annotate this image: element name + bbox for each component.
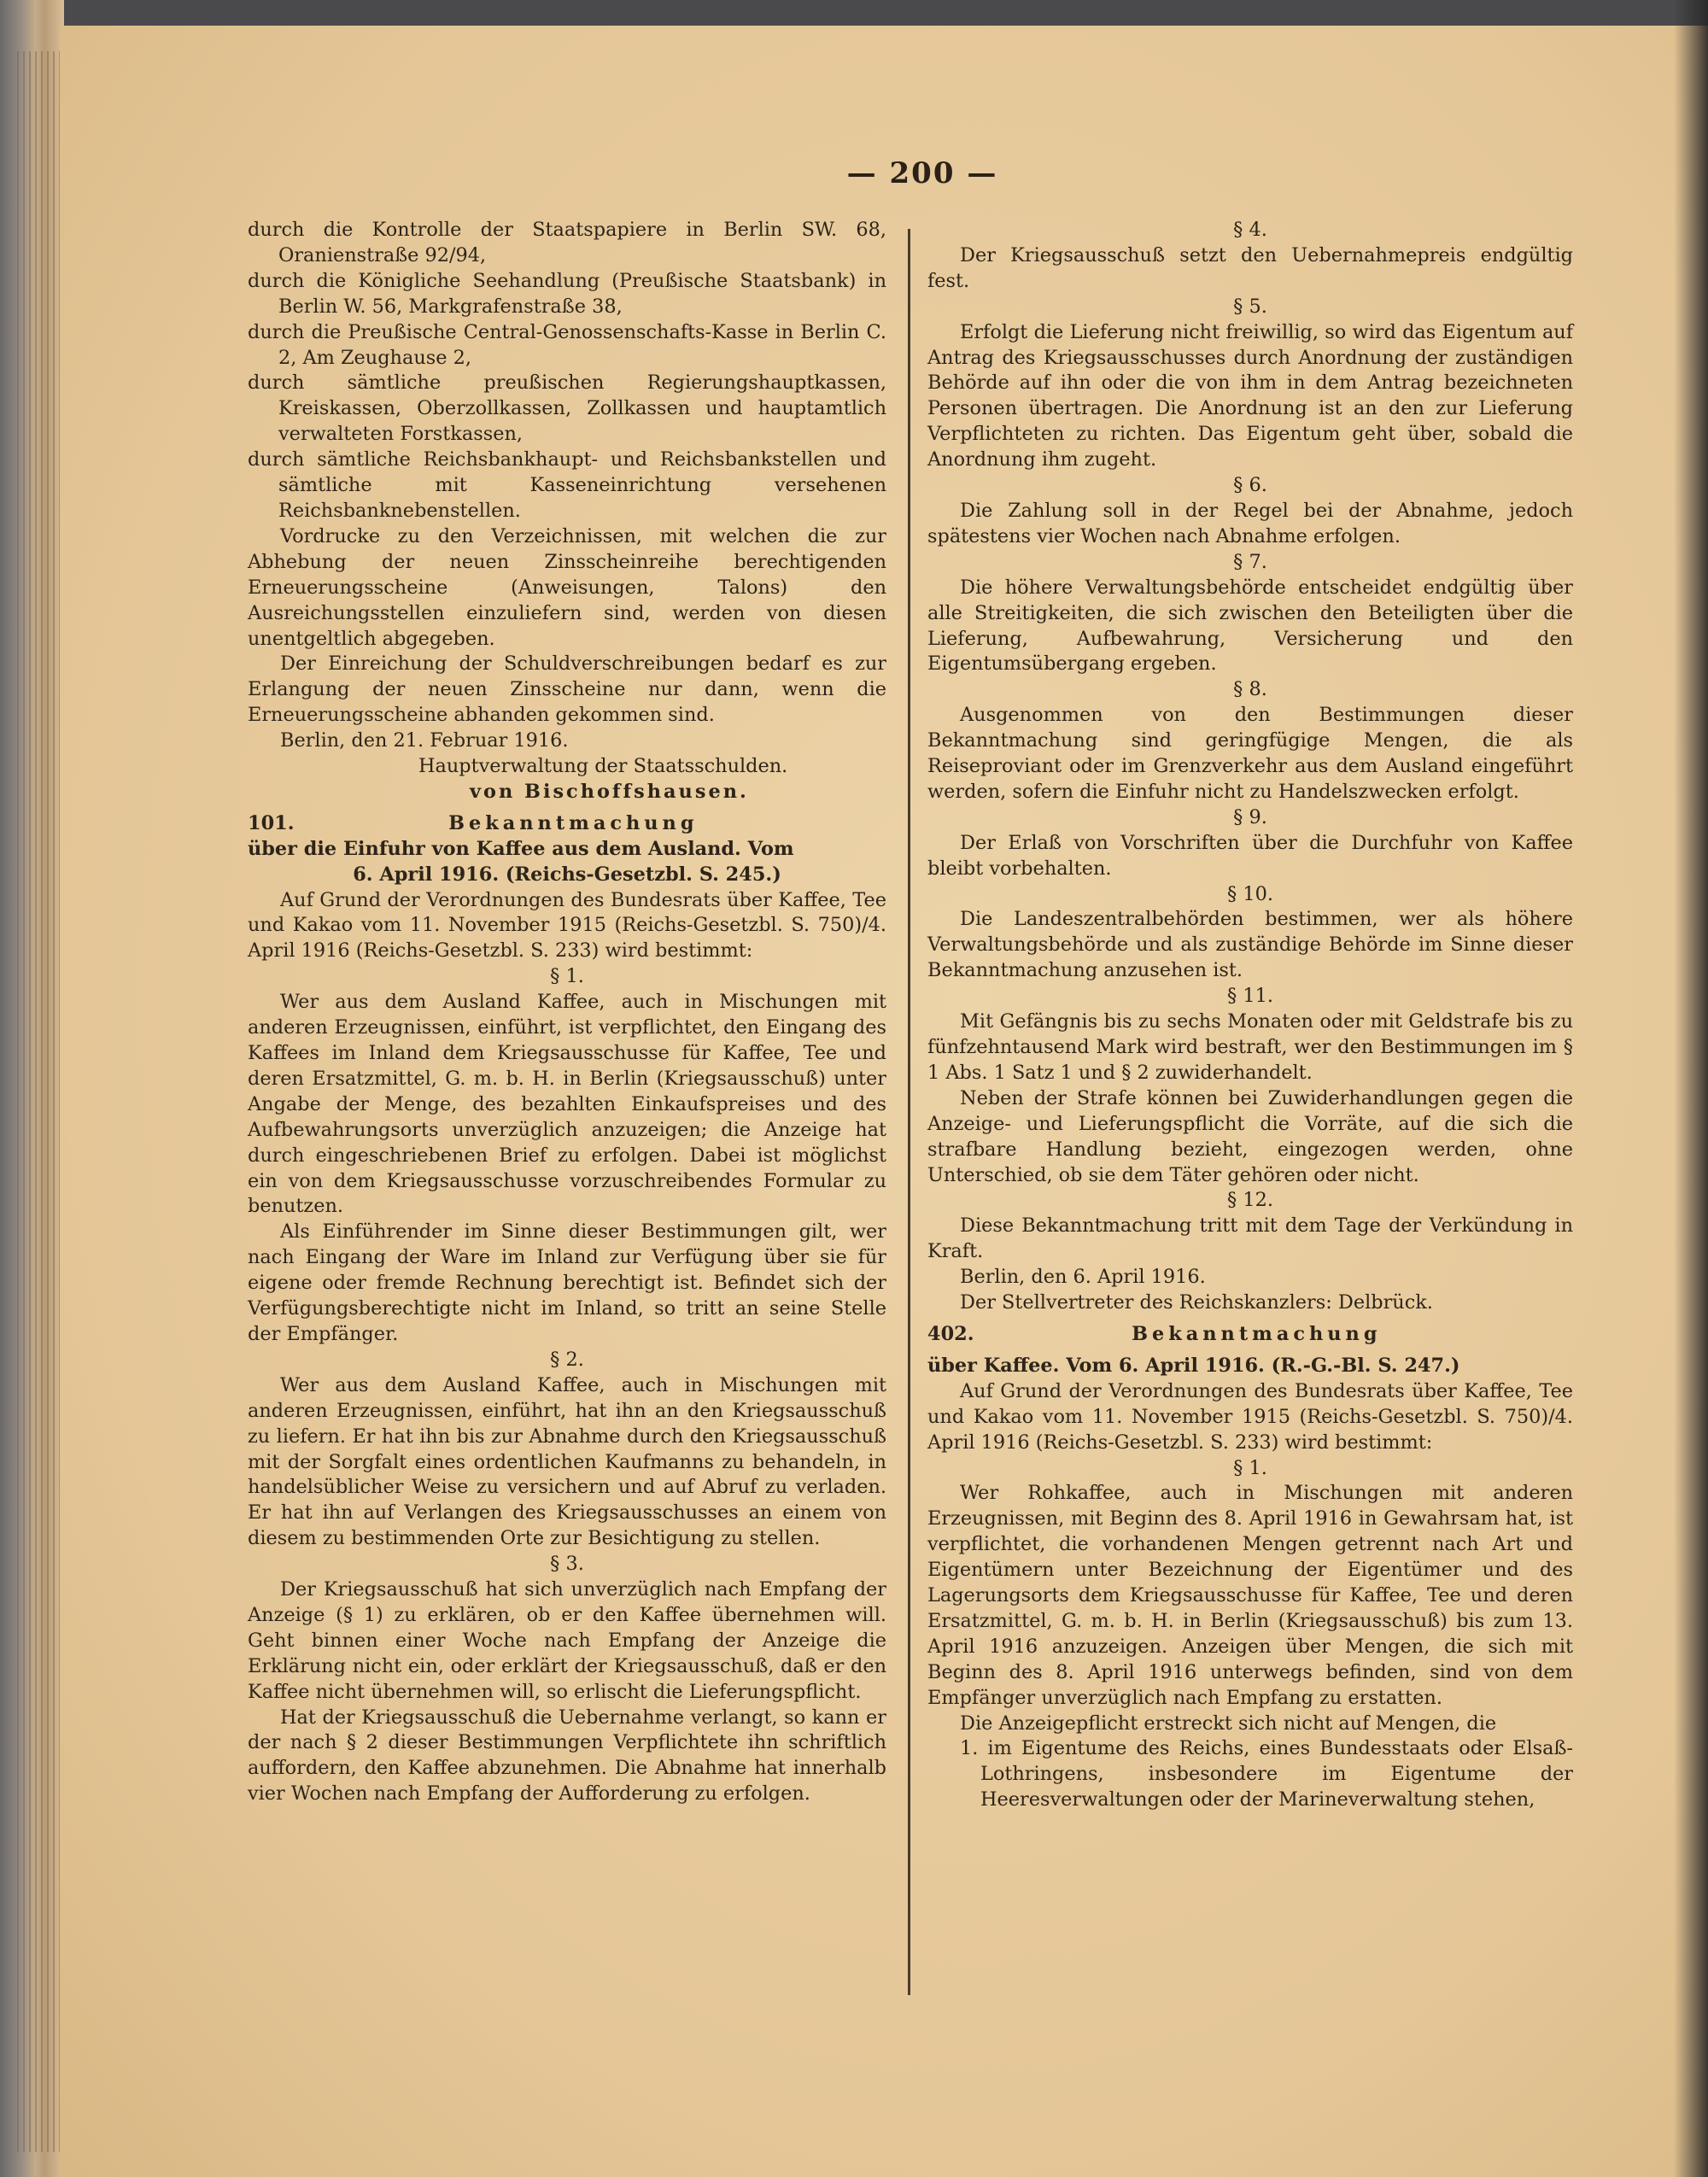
signature-authority: Hauptverwaltung der Staatsschulden. [418, 755, 788, 778]
office-list-item: durch sämtliche preußischen Regierungshauptkassen, Kreiskassen, Oberzollkassen, Zollkassen und hauptamtlich verwalteten Forstkassen, [248, 372, 886, 446]
notice-subtitle: über die Einfuhr von Kaffee aus dem Ausland. Vom [248, 837, 794, 860]
right-column [927, 218, 1573, 1813]
office-list-item: durch die Königliche Seehandlung (Preußische Staatsbank) in Berlin W. 56, Markgrafenstraße 38, [248, 269, 886, 318]
section-heading: § 9. [1233, 805, 1267, 828]
section-heading: § 1. [1233, 1456, 1267, 1479]
paragraph-section-10: Die Landeszentralbehörden bestimmen, wer als höhere Verwaltungsbehörde und als zuständige Behörde im Sinne dieser Bekanntmachung anzusehen ist. [927, 908, 1573, 982]
paragraph-intro: Auf Grund der Verordnungen des Bundesrats über Kaffee, Tee und Kakao vom 11. November 1915 (Reichs-Gesetzbl. S. 750)/4. April 1916 (Reichs-Gesetzbl. S. 233) wird bestimmt: [927, 1379, 1573, 1454]
notice-number: 101. [248, 811, 295, 834]
notice-402-heading [927, 1322, 1573, 1348]
section-heading: § 7. [1233, 550, 1267, 573]
book-page-edges [0, 0, 64, 2177]
signature-name: von Bischoffshausen. [470, 780, 749, 803]
section-heading: § 6. [1233, 474, 1267, 497]
notice-title: Bekanntmachung [1132, 1322, 1382, 1345]
section-heading: § 12. [1227, 1189, 1273, 1212]
paragraph-einreichung: Der Einreichung der Schuldverschreibungen bedarf es zur Erlangung der neuen Zinsscheine nur dann, wenn die Erneuerungsscheine abhanden gekommen sind. [248, 653, 886, 727]
section-heading: § 8. [1233, 678, 1267, 701]
paragraph-section-1b: Die Anzeigepflicht erstreckt sich nicht auf Mengen, die [960, 1712, 1497, 1735]
paragraph-intro: Auf Grund der Verordnungen des Bundesrats über Kaffee, Tee und Kakao vom 11. November 1915 (Reichs-Gesetzbl. S. 750)/4. April 1916 (Reichs-Gesetzbl. S. 233) wird bestimmt: [248, 888, 886, 963]
section-heading: § 1. [550, 965, 584, 988]
paragraph-section-11b: Neben der Strafe können bei Zuwiderhandlungen gegen die Anzeige- und Lieferungspflicht die Vorräte, auf die sich die strafbare Handlung bezieht, eingezogen werden, ohne Unterschied, ob sie dem Täter gehören oder nicht. [927, 1086, 1573, 1186]
paragraph-section-1a: Wer aus dem Ausland Kaffee, auch in Mischungen mit anderen Erzeugnissen, einführt, ist verpflichtet, den Eingang des Kaffees im Inland dem Kriegsausschusse für Kaffee, Tee und deren Ersatzmittel, G. m. b. H. in Berlin (Kriegsausschuß) unter Angabe der Menge, des bezahlten Einkaufspreises und des Aufbewahrungsorts unverzüglich anzuzeigen; die Anzeige hat durch eingeschriebenen Brief zu erfolgen. Dabei ist möglichst ein von dem Kriegsausschusse vorzuschreibendes Formular zu benutzen. [248, 991, 886, 1218]
date-line: Berlin, den 6. April 1916. [960, 1266, 1206, 1289]
signature-line: Der Stellvertreter des Reichskanzlers: Delbrück. [960, 1291, 1433, 1314]
paragraph-section-8: Ausgenommen von den Bestimmungen dieser Bekanntmachung sind geringfügige Mengen, die als Reiseproviant oder im Grenzverkehr aus dem Ausland eingeführt werden, sofern die Einfuhr nicht zu Handelszwecken erfolgt. [927, 704, 1573, 803]
section-heading: § 10. [1227, 882, 1273, 905]
paragraph-section-12: Diese Bekanntmachung tritt mit dem Tage der Verkündung in Kraft. [927, 1214, 1573, 1263]
paragraph-section-5: Erfolgt die Lieferung nicht freiwillig, so wird das Eigentum auf Antrag des Kriegsausschusses durch Anordnung der zuständigen Behörde auf ihn oder die von ihm in dem Antrag bezeichneten Personen übertragen. Die Anordnung ist an den zur Lieferung Verpflichteten zu richten. Das Eigentum geht über, sobald die Anordnung ihm zugeht. [927, 320, 1573, 471]
paragraph-section-3b: Hat der Kriegsausschuß die Uebernahme verlangt, so kann er der nach § 2 dieser Bestimmungen Verpflichtete ihn schriftlich auffordern, den Kaffee abzunehmen. Die Abnahme hat innerhalb vier Wochen nach Empfang der Aufforderung zu erfolgen. [248, 1706, 886, 1805]
section-heading: § 3. [550, 1553, 584, 1576]
notice-number: 402. [927, 1322, 974, 1345]
notice-title: Bekanntmachung [448, 811, 699, 834]
paragraph-section-4: Der Kriegsausschuß setzt den Uebernahmepreis endgültig fest. [927, 243, 1573, 292]
notice-101-heading [248, 811, 886, 837]
paragraph-vordrucke: Vordrucke zu den Verzeichnissen, mit welchen die zur Abhebung der neuen Zinsscheinreihe berechtigenden Erneuerungsscheine (Anweisungen, Talons) den Ausreichungsstellen einzuliefern sind, werden von diesen unentgeltlich abgegeben. [248, 524, 886, 650]
paragraph-section-7: Die höhere Verwaltungsbehörde entscheidet endgültig über alle Streitigkeiten, die sich zwischen den Beteiligten über die Lieferung, Aufbewahrung, Versicherung und den Eigentumsübergang ergeben. [927, 576, 1573, 676]
paragraph-section-11a: Mit Gefängnis bis zu sechs Monaten oder mit Geldstrafe bis zu fünfzehntausend Mark wird bestraft, wer den Bestimmungen im § 1 Abs. 1 Satz 1 und § 2 zuwiderhandelt. [927, 1010, 1573, 1084]
date-line: Berlin, den 21. Februar 1916. [280, 729, 569, 752]
section-heading: § 5. [1233, 295, 1267, 318]
paragraph-section-2: Wer aus dem Ausland Kaffee, auch in Mischungen mit anderen Erzeugnissen, einführt, hat ihn an den Kriegsausschuß zu liefern. Er hat ihn bis zur Abnahme durch den Kriegsausschuß mit der Sorgfalt eines ordentlichen Kaufmanns zu behandeln, in handelsüblicher Weise zu versichern und auf Abruf zu verladen. Er hat ihn auf Verlangen des Kriegsausschusses an einem von diesem zu bestimmenden Orte zur Besichtigung zu stellen. [248, 1373, 886, 1550]
section-heading: § 4. [1233, 219, 1267, 241]
office-list-item: durch die Kontrolle der Staatspapiere in Berlin SW. 68, Oranienstraße 92/94, [248, 219, 886, 266]
page-number: — 200 — [846, 156, 998, 190]
notice-subtitle-cont: 6. April 1916. (Reichs-Gesetzbl. S. 245.) [353, 863, 781, 886]
paragraph-section-6: Die Zahlung soll in der Regel bei der Abnahme, jedoch spätestens vier Wochen nach Abnahme erfolgen. [927, 499, 1573, 547]
right-edge-shadow [1674, 0, 1708, 2177]
section-heading: § 2. [550, 1348, 584, 1371]
paragraph-section-9: Der Erlaß von Vorschriften über die Durchfuhr von Kaffee bleibt vorbehalten. [927, 831, 1573, 880]
column-divider [908, 229, 910, 1995]
paragraph-section-3a: Der Kriegsausschuß hat sich unverzüglich nach Empfang der Anzeige (§ 1) zu erklären, ob er den Kaffee übernehmen will. Geht binnen einer Woche nach Empfang der Anzeige die Erklärung nicht ein, oder erklärt der Kriegsausschuß, daß er den Kaffee nicht übernehmen will, so erlischt die Lieferungspflicht. [248, 1578, 886, 1703]
list-item-1: 1. im Eigentume des Reichs, eines Bundesstaats oder Elsaß-Lothringens, insbesondere im Eigentume der Heeresverwaltungen oder der Marineverwaltung stehen, [960, 1737, 1573, 1811]
paragraph-section-1b: Als Einführender im Sinne dieser Bestimmungen gilt, wer nach Eingang der Ware im Inland zur Verfügung über sie für eigene oder fremde Rechnung berechtigt ist. Befindet sich der Verfügungsberechtigte nicht im Inland, so tritt an seine Stelle der Empfänger. [248, 1220, 886, 1345]
office-list-item: durch sämtliche Reichsbankhaupt- und Reichsbankstellen und sämtliche mit Kasseneinrichtung versehenen Reichsbanknebenstellen. [248, 448, 886, 522]
left-column [248, 218, 886, 1807]
section-heading: § 11. [1227, 985, 1273, 1008]
paragraph-section-1a: Wer Rohkaffee, auch in Mischungen mit anderen Erzeugnissen, mit Beginn des 8. April 1916 in Gewahrsam hat, ist verpflichtet, die vorhandenen Mengen getrennt nach Art und Eigentümern unter Bezeichnung der Eigentümer und des Lagerungsorts dem Kriegsausschusse für Kaffee, Tee und deren Ersatzmittel, G. m. b. H. in Berlin (Kriegsausschuß) bis zum 13. April 1916 anzuzeigen. Anzeigen über Mengen, die sich mit Beginn des 8. April 1916 unterwegs befinden, sind von dem Empfänger unverzüglich nach Empfang zu erstatten. [927, 1482, 1573, 1709]
stacked-page-lines [17, 51, 64, 2152]
office-list-item: durch die Preußische Central-Genossenschafts-Kasse in Berlin C. 2, Am Zeughause 2, [248, 320, 886, 369]
notice-subtitle: über Kaffee. Vom 6. April 1916. (R.-G.-Bl. S. 247.) [927, 1354, 1460, 1377]
